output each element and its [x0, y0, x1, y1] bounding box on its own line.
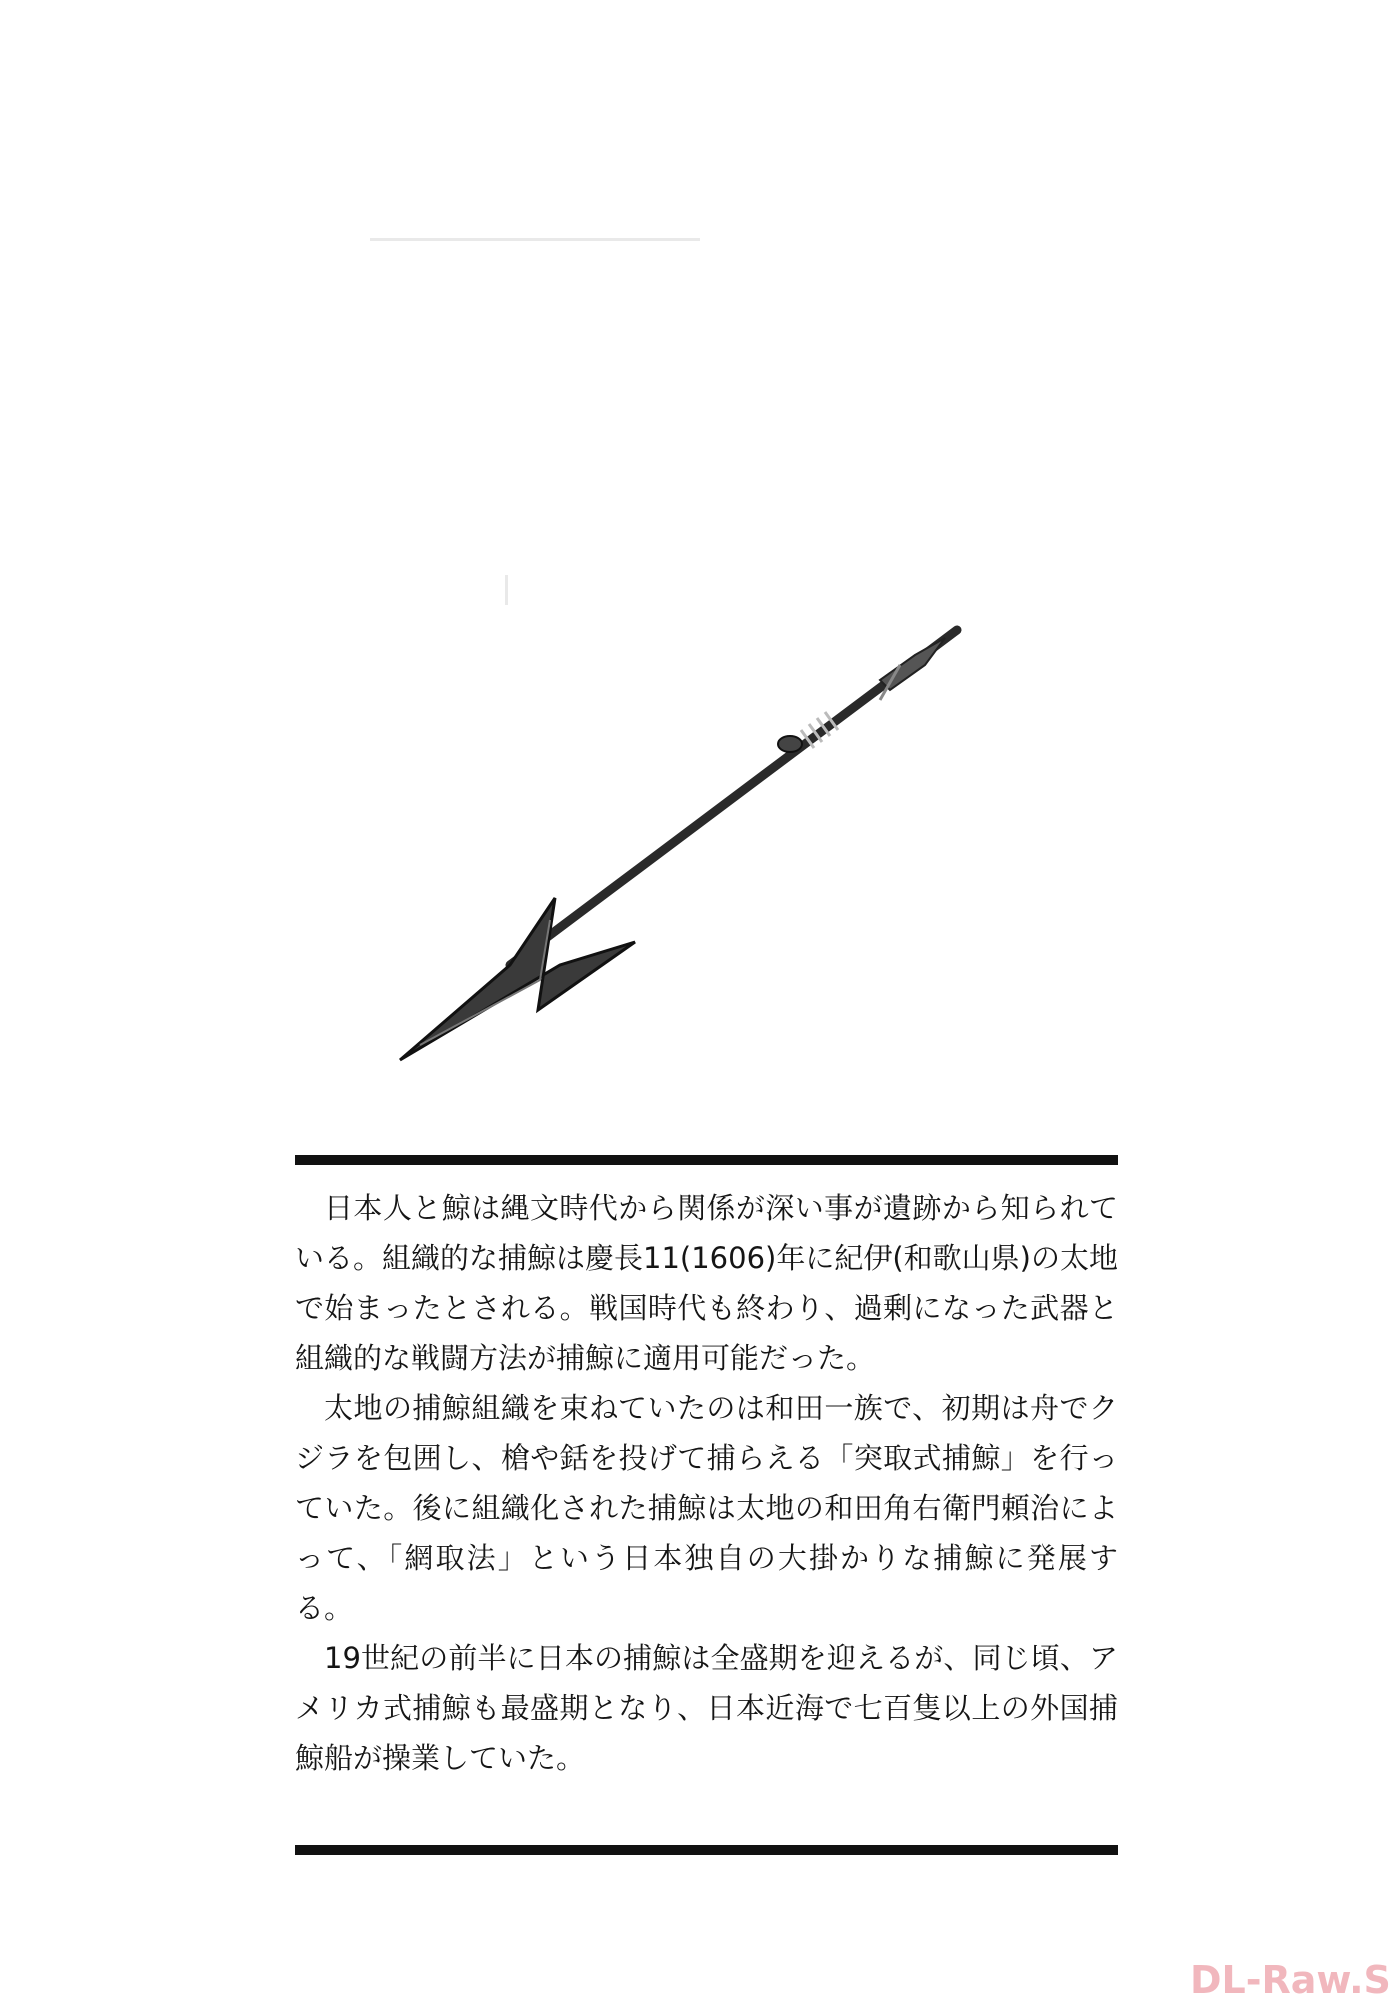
- paragraph-1: 日本人と鯨は縄文時代から関係が深い事が遺跡から知られている。組織的な捕鯨は慶長11(1606)年に紀伊(和歌山県)の太地で始まったとされる。戦国時代も終わり、過剰になった武器と組織的な戦闘方法が捕鯨に適用可能だった。: [295, 1191, 1118, 1375]
- paragraph-3: 19世紀の前半に日本の捕鯨は全盛期を迎えるが、同じ頃、アメリカ式捕鯨も最盛期となり、日本近海で七百隻以上の外国捕鯨船が操業していた。: [295, 1641, 1118, 1775]
- commentary-text: [295, 1183, 1118, 1783]
- bottom-rule: [295, 1845, 1118, 1855]
- harpoon-icon: [390, 620, 970, 1070]
- scan-artifact: [505, 575, 508, 605]
- paragraph-2: 太地の捕鯨組織を束ねていたのは和田一族で、初期は舟でクジラを包囲し、槍や銛を投げて捕らえる「突取式捕鯨」を行っていた。後に組織化された捕鯨は太地の和田角右衛門頼治によって、「網取法」という日本独自の大掛かりな捕鯨に発展する。: [295, 1391, 1118, 1625]
- watermark: DL-Raw.S: [1190, 1958, 1391, 2002]
- top-rule: [295, 1155, 1118, 1165]
- scan-artifact: [370, 238, 700, 241]
